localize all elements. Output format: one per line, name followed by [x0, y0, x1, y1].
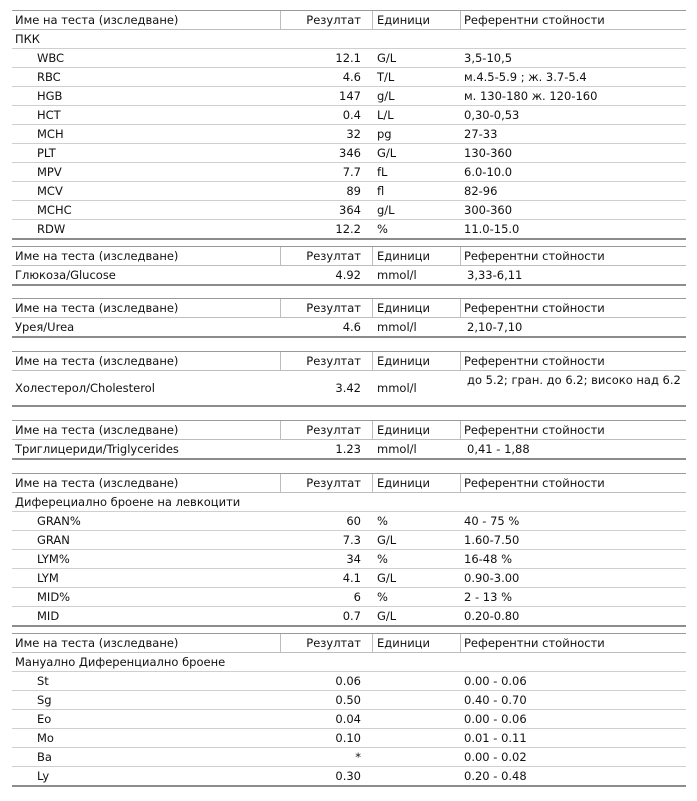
- test-reference: 1.60-7.50: [464, 533, 520, 547]
- test-result: 34: [346, 552, 361, 566]
- table-row: [12, 748, 686, 767]
- test-unit: T/L: [377, 70, 395, 84]
- table-row: [12, 691, 686, 710]
- table-header-row: [12, 351, 686, 371]
- test-result: 89: [346, 184, 361, 198]
- test-result: 346: [339, 146, 361, 160]
- test-reference: 2,10-7,10: [467, 320, 523, 334]
- test-reference: 0.00 - 0.06: [464, 712, 527, 726]
- test-reference: 0.20-0.80: [464, 609, 520, 623]
- test-reference: 0,41 - 1,88: [467, 442, 530, 456]
- test-unit: [377, 710, 457, 728]
- table-row: [12, 569, 686, 588]
- header-units: Единици: [377, 476, 430, 490]
- header-reference: Референтни стойности: [464, 249, 605, 263]
- section-title-row: [12, 493, 686, 512]
- column-divider: [460, 352, 461, 370]
- test-reference: 0.01 - 0.11: [464, 731, 527, 745]
- header-reference: Референтни стойности: [464, 476, 605, 490]
- test-reference: 0.00 - 0.02: [464, 750, 527, 764]
- test-result: 4.6: [342, 70, 361, 84]
- column-divider: [372, 11, 373, 29]
- table-row: [12, 371, 686, 407]
- test-name: Глюкоза/Glucose: [15, 268, 116, 282]
- test-reference: м. 130-180 ж. 120-160: [464, 89, 598, 103]
- column-divider: [372, 421, 373, 439]
- header-units: Единици: [377, 13, 430, 27]
- section-title: ПКК: [15, 32, 40, 46]
- test-result: 4.6: [342, 320, 361, 334]
- table-header-row: [12, 633, 686, 653]
- header-units: Единици: [377, 636, 430, 650]
- table-row: [12, 144, 686, 163]
- test-result: 0.06: [335, 674, 361, 688]
- header-result: Резултат: [306, 13, 361, 27]
- test-reference: 82-96: [464, 184, 498, 198]
- test-result: 60: [346, 514, 361, 528]
- header-result: Резултат: [306, 354, 361, 368]
- table-row: [12, 440, 686, 460]
- section-title-row: [12, 30, 686, 49]
- test-name: RDW: [37, 222, 66, 236]
- table-row: [12, 531, 686, 550]
- test-reference: до 5.2; гран. до 6.2; високо над 6.2: [467, 373, 681, 387]
- results-table-urea: [12, 298, 686, 338]
- column-divider: [460, 634, 461, 652]
- test-unit: [377, 748, 457, 766]
- results-table-manual: [12, 633, 686, 787]
- test-reference: 0.90-3.00: [464, 571, 520, 585]
- test-reference: 300-360: [464, 203, 513, 217]
- test-result: 7.3: [342, 533, 361, 547]
- test-name: MPV: [37, 165, 62, 179]
- test-name: Eo: [37, 712, 52, 726]
- test-result: 0.10: [335, 731, 361, 745]
- test-name: LYM%: [37, 552, 70, 566]
- column-divider: [372, 299, 373, 317]
- table-header-row: [12, 420, 686, 440]
- header-units: Единици: [377, 301, 430, 315]
- table-header-row: [12, 473, 686, 493]
- test-name: Ly: [37, 769, 50, 783]
- test-result: 32: [346, 127, 361, 141]
- table-row: [12, 767, 686, 787]
- test-name: MID%: [37, 590, 71, 604]
- test-result: *: [355, 750, 361, 764]
- test-reference: 40 - 75 %: [464, 514, 520, 528]
- test-unit: G/L: [377, 146, 397, 160]
- section-title-row: [12, 653, 686, 672]
- results-table-triglycerides: [12, 420, 686, 460]
- table-row: [12, 729, 686, 748]
- test-name: MCV: [37, 184, 63, 198]
- column-divider: [460, 474, 461, 492]
- test-unit: g/L: [377, 203, 395, 217]
- header-result: Резултат: [306, 249, 361, 263]
- test-unit: L/L: [377, 108, 394, 122]
- table-row: [12, 125, 686, 144]
- section-title: Диферециално броене на левкоцити: [15, 495, 241, 509]
- column-divider: [372, 474, 373, 492]
- test-result: 147: [339, 89, 361, 103]
- test-result: 4.1: [342, 571, 361, 585]
- test-name: Ba: [37, 750, 52, 764]
- test-name: HCT: [37, 108, 61, 122]
- test-result: 1.23: [335, 442, 361, 456]
- test-reference: 11.0-15.0: [464, 222, 520, 236]
- section-title: Мануално Диференциално броене: [15, 655, 226, 669]
- test-name: Sg: [37, 693, 52, 707]
- test-reference: 0,30-0,53: [464, 108, 520, 122]
- test-name: GRAN: [37, 533, 70, 547]
- test-reference: 27-33: [464, 127, 498, 141]
- test-name: MCHC: [37, 203, 72, 217]
- table-row: [12, 49, 686, 68]
- test-result: 4.92: [335, 268, 361, 282]
- test-unit: G/L: [377, 609, 397, 623]
- header-test-name: Име на теста (изследване): [15, 301, 179, 315]
- test-result: 364: [339, 203, 361, 217]
- header-units: Единици: [377, 354, 430, 368]
- table-row: [12, 266, 686, 286]
- header-reference: Референтни стойности: [464, 354, 605, 368]
- column-divider: [460, 11, 461, 29]
- test-unit: G/L: [377, 571, 397, 585]
- table-row: [12, 201, 686, 220]
- test-unit: mmol/l: [377, 320, 417, 334]
- table-row: [12, 550, 686, 569]
- test-result: 6: [353, 590, 361, 604]
- test-reference: 3,33-6,11: [467, 268, 523, 282]
- test-unit: mmol/l: [377, 442, 417, 456]
- test-unit: [377, 672, 457, 690]
- test-reference: 0.00 - 0.06: [464, 674, 527, 688]
- header-test-name: Име на теста (изследване): [15, 476, 179, 490]
- test-unit: mmol/l: [377, 268, 417, 282]
- test-result: 0.4: [342, 108, 361, 122]
- results-table-pkk: [12, 10, 686, 240]
- test-result: 0.7: [342, 609, 361, 623]
- test-name: Mo: [37, 731, 54, 745]
- header-result: Резултат: [306, 423, 361, 437]
- table-row: [12, 182, 686, 201]
- test-unit: fl: [377, 184, 385, 198]
- test-name: GRAN%: [37, 514, 81, 528]
- test-unit: %: [377, 552, 388, 566]
- results-table-cholesterol: [12, 351, 686, 407]
- column-divider: [460, 299, 461, 317]
- header-test-name: Име на теста (изследване): [15, 249, 179, 263]
- test-reference: 16-48 %: [464, 552, 512, 566]
- column-divider: [372, 247, 373, 265]
- table-row: [12, 106, 686, 125]
- header-reference: Референтни стойности: [464, 636, 605, 650]
- test-result: 0.04: [335, 712, 361, 726]
- test-unit: fL: [377, 165, 388, 179]
- table-header-row: [12, 10, 686, 30]
- test-reference: 0.40 - 0.70: [464, 693, 527, 707]
- test-result: 12.2: [335, 222, 361, 236]
- table-header-row: [12, 246, 686, 266]
- table-row: [12, 87, 686, 106]
- test-name: Триглицериди/Triglycerides: [15, 442, 179, 456]
- test-reference: 0.20 - 0.48: [464, 769, 527, 783]
- table-row: [12, 68, 686, 87]
- column-divider: [372, 634, 373, 652]
- header-test-name: Име на теста (изследване): [15, 13, 179, 27]
- test-reference: 2 - 13 %: [464, 590, 512, 604]
- test-unit: [377, 691, 457, 709]
- header-test-name: Име на теста (изследване): [15, 354, 179, 368]
- test-name: St: [37, 674, 49, 688]
- header-reference: Референтни стойности: [464, 301, 605, 315]
- table-row: [12, 588, 686, 607]
- test-name: Урея/Urea: [15, 320, 75, 334]
- results-table-glucose: [12, 246, 686, 286]
- table-row: [12, 163, 686, 182]
- test-unit: %: [377, 514, 388, 528]
- test-reference: м.4.5-5.9 ; ж. 3.7-5.4: [464, 70, 587, 84]
- test-reference: 6.0-10.0: [464, 165, 513, 179]
- test-name: MCH: [37, 127, 64, 141]
- test-result: 0.30: [335, 769, 361, 783]
- header-test-name: Име на теста (изследване): [15, 423, 179, 437]
- test-unit: %: [377, 222, 388, 236]
- test-name: MID: [37, 609, 60, 623]
- table-row: [12, 512, 686, 531]
- test-result: 0.50: [335, 693, 361, 707]
- test-unit: pg: [377, 127, 392, 141]
- test-name: LYM: [37, 571, 59, 585]
- test-result: 12.1: [335, 51, 361, 65]
- test-unit: G/L: [377, 51, 397, 65]
- header-result: Резултат: [306, 636, 361, 650]
- results-table-diff: [12, 473, 686, 627]
- header-units: Единици: [377, 423, 430, 437]
- test-unit: G/L: [377, 533, 397, 547]
- test-result: 3.42: [335, 381, 361, 395]
- test-result: 7.7: [342, 165, 361, 179]
- header-units: Единици: [377, 249, 430, 263]
- test-name: WBC: [37, 51, 65, 65]
- test-unit: [377, 729, 457, 747]
- test-reference: 3,5-10,5: [464, 51, 513, 65]
- column-divider: [372, 352, 373, 370]
- test-unit: %: [377, 590, 388, 604]
- test-name: PLT: [37, 146, 56, 160]
- table-row: [12, 220, 686, 240]
- test-reference: 130-360: [464, 146, 513, 160]
- table-row: [12, 318, 686, 338]
- test-name: Холестерол/Cholesterol: [15, 381, 155, 395]
- table-row: [12, 710, 686, 729]
- test-unit: mmol/l: [377, 381, 417, 395]
- column-divider: [460, 247, 461, 265]
- test-name: RBC: [37, 70, 61, 84]
- test-unit: g/L: [377, 89, 395, 103]
- table-row: [12, 672, 686, 691]
- table-row: [12, 607, 686, 627]
- test-unit: [377, 767, 457, 785]
- header-reference: Референтни стойности: [464, 423, 605, 437]
- header-result: Резултат: [306, 301, 361, 315]
- header-result: Резултат: [306, 476, 361, 490]
- test-name: HGB: [37, 89, 63, 103]
- header-test-name: Име на теста (изследване): [15, 636, 179, 650]
- column-divider: [460, 421, 461, 439]
- header-reference: Референтни стойности: [464, 13, 605, 27]
- table-header-row: [12, 298, 686, 318]
